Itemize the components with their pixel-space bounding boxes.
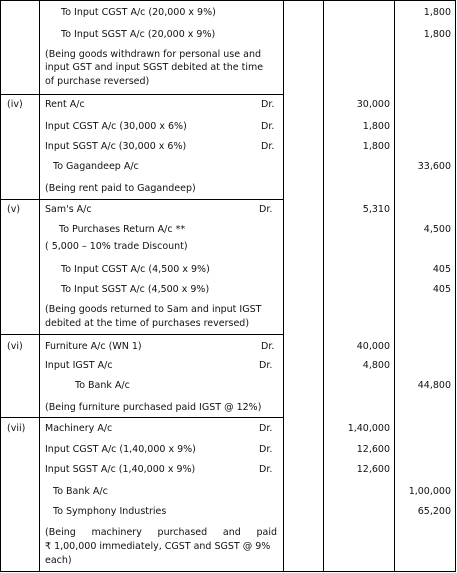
narration-line: input GST and input SGST debited at the time [45, 62, 264, 73]
credit-cell: 65,200 [417, 506, 451, 517]
dr-marker: Dr. [259, 423, 273, 434]
credit-cell: 1,800 [423, 7, 451, 18]
dr-marker: Dr. [259, 360, 273, 371]
col-rule-lf [323, 1, 324, 571]
debit-cell: 40,000 [356, 341, 390, 352]
debit-cell: 1,800 [362, 141, 390, 152]
particulars-cell: To Bank A/c [75, 380, 130, 391]
entry-rule-vi [1, 334, 283, 335]
debit-cell: 5,310 [362, 204, 390, 215]
particulars-cell: Furniture A/c (WN 1) [45, 341, 142, 352]
col-rule-date [39, 1, 40, 571]
debit-cell: 12,600 [356, 464, 390, 475]
narration-line: (Being goods withdrawn for personal use and [45, 49, 261, 60]
debit-cell: 1,40,000 [347, 423, 390, 434]
narration-line: (Being goods returned to Sam and input IGST [45, 304, 262, 315]
entry-number: (vii) [7, 423, 26, 434]
dr-marker: Dr. [261, 341, 275, 352]
dr-marker: Dr. [259, 204, 273, 215]
particulars-cell: Input CGST A/c (30,000 x 6%) [45, 121, 187, 132]
dr-marker: Dr. [259, 464, 273, 475]
particulars-cell: To Bank A/c [53, 486, 108, 497]
dr-marker: Dr. [261, 99, 275, 110]
particulars-cell: Sam's A/c [45, 204, 92, 215]
particulars-cell: Input SGST A/c (30,000 x 6%) [45, 141, 187, 152]
particulars-cell: ( 5,000 – 10% trade Discount) [45, 241, 188, 252]
credit-cell: 44,800 [417, 380, 451, 391]
entry-number: (v) [7, 204, 21, 215]
narration-line: of purchase reversed) [45, 76, 150, 87]
particulars-cell: Machinery A/c [45, 423, 113, 434]
particulars-cell: To Input SGST A/c (20,000 x 9%) [61, 29, 216, 40]
narration-line: (Being machinery purchased and paid [45, 527, 277, 538]
narration-line: ₹ 1,00,000 immediately, CGST and SGST @ 9% [45, 541, 271, 552]
particulars-cell: Input SGST A/c (1,40,000 x 9%) [45, 464, 196, 475]
dr-marker: Dr. [259, 444, 273, 455]
particulars-cell: To Input CGST A/c (4,500 x 9%) [61, 264, 210, 275]
narration-line: (Being rent paid to Gagandeep) [45, 183, 196, 194]
particulars-cell: Input CGST A/c (1,40,000 x 9%) [45, 444, 196, 455]
col-rule-particulars [283, 1, 284, 571]
entry-number: (vi) [7, 341, 23, 352]
credit-cell: 33,600 [417, 161, 451, 172]
credit-cell: 1,00,000 [408, 486, 451, 497]
entry-rule-vii [1, 417, 283, 418]
particulars-cell: To Input SGST A/c (4,500 x 9%) [61, 284, 210, 295]
entry-rule-v [1, 199, 283, 200]
dr-marker: Dr. [261, 121, 275, 132]
particulars-cell: To Symphony Industries [53, 506, 167, 517]
narration-line: each) [45, 555, 72, 566]
credit-cell: 405 [432, 284, 451, 295]
particulars-cell: To Purchases Return A/c ** [59, 224, 186, 235]
debit-cell: 4,800 [362, 360, 390, 371]
particulars-cell: To Gagandeep A/c [53, 161, 139, 172]
particulars-cell: To Input CGST A/c (20,000 x 9%) [61, 7, 216, 18]
narration-line: (Being furniture purchased paid IGST @ 12%) [45, 402, 262, 413]
particulars-cell: Input IGST A/c [45, 360, 113, 371]
entry-number: (iv) [7, 99, 23, 110]
debit-cell: 12,600 [356, 444, 390, 455]
debit-cell: 30,000 [356, 99, 390, 110]
narration-line: debited at the time of purchases reversed) [45, 318, 250, 329]
dr-marker: Dr. [261, 141, 275, 152]
particulars-cell: Rent A/c [45, 99, 85, 110]
entry-rule-iv [1, 94, 283, 95]
debit-cell: 1,800 [362, 121, 390, 132]
credit-cell: 1,800 [423, 29, 451, 40]
credit-cell: 405 [432, 264, 451, 275]
credit-cell: 4,500 [423, 224, 451, 235]
